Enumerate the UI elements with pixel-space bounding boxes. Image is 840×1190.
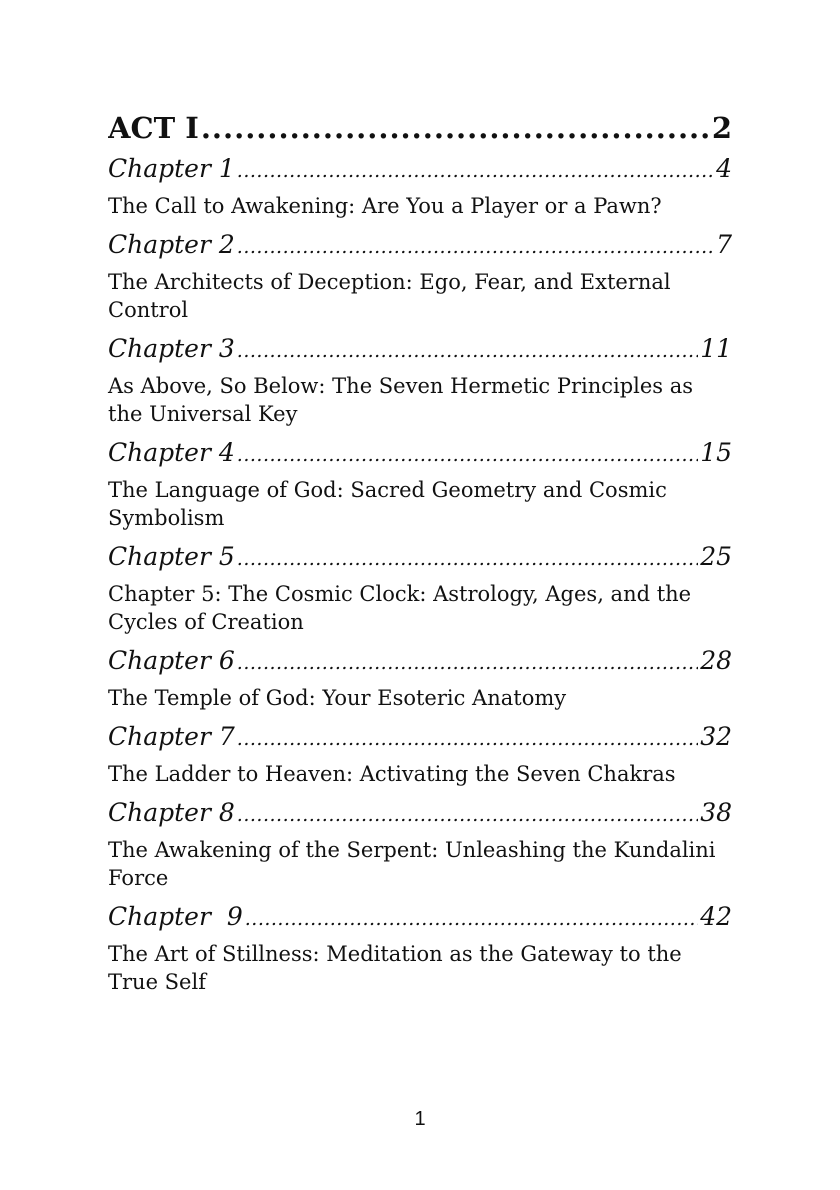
- table-of-contents: [108, 108, 732, 1004]
- chapter-page-number: 11: [700, 334, 732, 363]
- dot-leader: [237, 230, 714, 262]
- toc-act-entry[interactable]: [108, 108, 732, 148]
- chapter-1-title: The Call to Awakening: Are You a Player or a Pawn?: [108, 194, 662, 218]
- act-label: ACT I: [108, 111, 199, 145]
- chapter-label: Chapter 1: [108, 154, 235, 183]
- chapter-page-number: 7: [716, 230, 732, 259]
- toc-chapter-8-entry[interactable]: [108, 796, 732, 830]
- dot-leader: [237, 438, 698, 470]
- dot-leader: [237, 542, 698, 574]
- chapter-label: Chapter 5: [108, 542, 235, 571]
- chapter-label: Chapter 3: [108, 334, 235, 363]
- chapter-8-title: The Awakening of the Serpent: Unleashing the Kundalini Force: [108, 838, 716, 890]
- chapter-page-number: 28: [700, 646, 732, 675]
- dot-leader: [237, 646, 698, 678]
- dot-leader: [201, 108, 710, 148]
- chapter-label: Chapter 8: [108, 798, 235, 827]
- dot-leader: [237, 722, 698, 754]
- chapter-6-title: The Temple of God: Your Esoteric Anatomy: [108, 686, 567, 710]
- toc-chapter-4-entry[interactable]: [108, 436, 732, 470]
- chapter-2-title: The Architects of Deception: Ego, Fear, and External Control: [108, 270, 671, 322]
- chapter-page-number: 42: [700, 902, 732, 931]
- chapter-label: Chapter 9: [108, 902, 243, 931]
- toc-chapter-5-entry[interactable]: [108, 540, 732, 574]
- chapter-label: Chapter 4: [108, 438, 235, 467]
- toc-chapter-9-entry[interactable]: [108, 900, 732, 934]
- toc-chapter-6-entry[interactable]: [108, 644, 732, 678]
- chapter-page-number: 4: [716, 154, 732, 183]
- chapter-label: Chapter 2: [108, 230, 235, 259]
- toc-chapter-1-entry[interactable]: [108, 152, 732, 186]
- chapter-9-title: The Art of Stillness: Meditation as the Gateway to the True Self: [108, 942, 682, 994]
- page-number: 1: [414, 1108, 426, 1130]
- chapter-label: Chapter 7: [108, 722, 235, 751]
- toc-chapter-2-entry[interactable]: [108, 228, 732, 262]
- chapter-page-number: 38: [700, 798, 732, 827]
- dot-leader: [237, 154, 714, 186]
- dot-leader: [237, 798, 698, 830]
- chapter-page-number: 15: [700, 438, 732, 467]
- dot-leader: [245, 902, 698, 934]
- chapter-label: Chapter 6: [108, 646, 235, 675]
- chapter-5-title: Chapter 5: The Cosmic Clock: Astrology, Ages, and the Cycles of Creation: [108, 582, 692, 634]
- chapter-3-title: As Above, So Below: The Seven Hermetic Principles as the Universal Key: [108, 374, 694, 426]
- toc-chapter-3-entry[interactable]: [108, 332, 732, 366]
- chapter-page-number: 25: [700, 542, 732, 571]
- chapter-page-number: 32: [700, 722, 732, 751]
- act-page-number: 2: [711, 111, 732, 145]
- chapter-7-title: The Ladder to Heaven: Activating the Seven Chakras: [108, 762, 676, 786]
- chapter-4-title: The Language of God: Sacred Geometry and Cosmic Symbolism: [108, 478, 667, 530]
- dot-leader: [237, 334, 698, 366]
- toc-chapter-7-entry[interactable]: [108, 720, 732, 754]
